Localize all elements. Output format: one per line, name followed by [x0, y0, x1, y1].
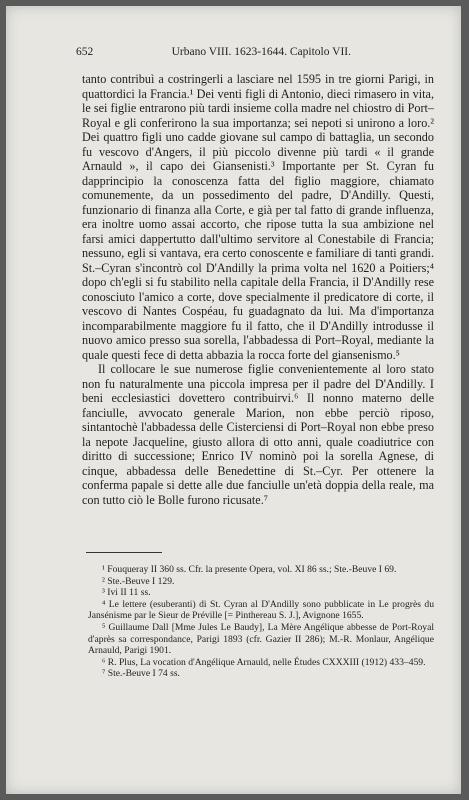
footnotes [88, 564, 434, 680]
footnote: ² Ste.-Beuve I 129. [102, 575, 175, 587]
footnote: ⁶ R. Plus, La vocation d'Angélique Arnauld, nelle Études CXXXIII (1912) 433–459. [102, 656, 426, 668]
main-text [82, 72, 434, 507]
footnote: ³ Ivi II 11 ss. [102, 587, 151, 599]
footnote: ⁴ Le lettere (esuberanti) di St. Cyran al D'Andilly sono pubblicate in Le progrès du Jansénisme par le Sieur de Préville [= Pinthereau S. J.], Avignone 1655. [88, 598, 434, 622]
footnote-separator [86, 552, 162, 553]
page-header [76, 46, 413, 58]
footnote: ⁷ Ste.-Beuve I 74 ss. [102, 668, 180, 680]
paragraph: Il collocare le sue numerose figlie convenientemente al loro stato non fu naturalmente una piccola impresa per il padre del D'Andilly. I beni ecclesiastici dovettero contribuirvi.⁶ Il nonno materno delle fanciulle, avvocato generale Marion, non ebbe perciò riposo, sintantochè l'abbadessa delle Cisterciensi di Port–Royal non ebbe preso la nepote Jacqueline, giusto allora di otto anni, quale coadiutrice con diritto di successione; Enrico IV nominò poi la sorella Agnese, di cinque, abbadessa delle Benedettine di St.–Cyr. Per ottenere la conferma papale si dette alle due fanciulle un'età doppia della reale, ma con tutto ciò le Bolle furono ricusate.⁷ [82, 362, 434, 507]
paragraph: tanto contribuì a costringerli a lasciare nel 1595 in tre giorni Parigi, in quattordici la Francia.¹ Dei venti figli di Antonio, dieci rimasero in vita, le sei figlie entrarono più tardi insieme colla madre nel chiostro di Port–Royal e gli conferirono la sua importanza; sei nepoti si unirono a loro.² Dei quattro figli uno cadde giovane sul campo di battaglia, un secondo fu vescovo d'Angers, il più piccolo divenne più tardi « il grande Arnauld », il capo dei Giansenisti.³ Importante per St. Cyran fu dapprincipio la conoscenza fatta del figlio maggiore, chiamato comunemente, da un possedimento del padre, D'Andilly. Questi, funzionario di finanza alla Corte, e già per tal fatto di grande influenza, era inoltre uomo assai accorto, che ripose tutta la sua ambizione nel farsi amici dappertutto dall'ultimo servitore al Conestabile di Francia; nessuno, egli si vantava, era certo conoscente e familiare di tanti grandi. St.–Cyran s'incontrò col D'Andilly la prima volta nel 1620 a Poitiers;⁴ dopo ch'egli si fu stabilito nella capitale della Francia, il D'Andilly rese conosciuto l'amico a corte, dove specialmente il predicatore di corte, il vescovo di Nantes Cospéau, fu guadagnato da lui. Ma d'importanza incomparabilmente maggiore fu il fatto, che il D'Andilly introdusse il nuovo amico presso sua sorella, l'abbadessa di Port–Royal, mediante la quale questi fece di detta abbazia la rocca forte del giansenismo.⁵ [82, 72, 434, 362]
book-page [6, 6, 461, 794]
footnote: ⁵ Guillaume Dall [Mme Jules Le Baudy], La Mère Angélique abbesse de Port-Royal d'après sa correspondance, Parigi 1893 (cfr. Gazier II 286); M.-R. Monlaur, Angélique Arnauld, Parigi 1901. [88, 621, 434, 657]
page-number: 652 [76, 46, 94, 58]
running-title: Urbano VIII. 1623-1644. Capitolo VII. [171, 46, 351, 58]
footnote: ¹ Fouqueray II 360 ss. Cfr. la presente Opera, vol. XI 86 ss.; Ste.-Beuve I 69. [102, 564, 397, 575]
